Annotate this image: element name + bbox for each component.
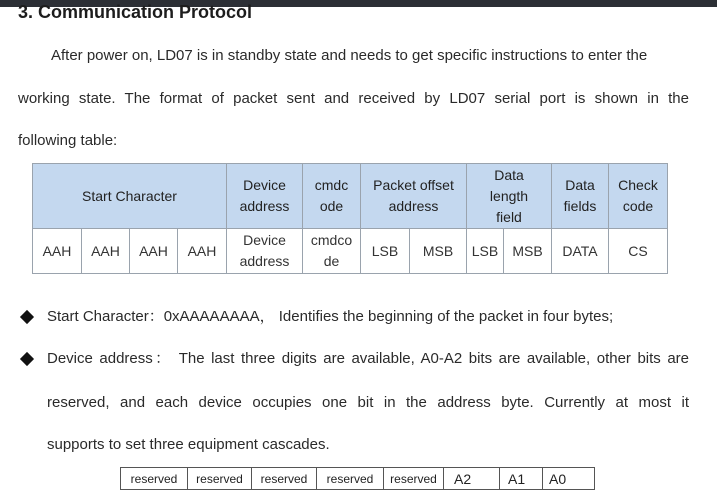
cell-length-msb: MSB [504,229,552,274]
cell-offset-msb: MSB [410,229,467,274]
cell-length-lsb: LSB [467,229,504,274]
header-check-code: Check code [609,164,668,229]
address-bits-row [121,468,595,490]
bit-cell-a1: A1 [500,468,543,490]
diamond-bullet-icon [20,310,34,324]
protocol-table [32,163,668,274]
bit-cell-a2: A2 [444,468,500,490]
bit-cell: reserved [252,468,317,490]
cell-data: DATA [552,229,609,274]
bullet-device-address-line-2: reserved, and each device occupies one bit in the address byte. Currently at most it [47,394,689,411]
bullet-device-address-line-1: Device address： The last three digits are available, A0-A2 bits are available, other bits are [47,350,689,367]
cell-aah: AAH [178,229,227,274]
bit-cell: reserved [188,468,252,490]
cell-aah: AAH [33,229,82,274]
header-cmd-code: cmdc ode [303,164,361,229]
address-bits-table [120,467,595,490]
protocol-value-row [33,229,668,274]
intro-paragraph-line-2: working state. The format of packet sent and received by LD07 serial port is shown in the [18,90,689,107]
cell-device-address: Device address [227,229,303,274]
bit-cell-a0: A0 [543,468,595,490]
cell-offset-lsb: LSB [361,229,410,274]
bit-cell: reserved [384,468,444,490]
bullet-device-address-line-3: supports to set three equipment cascades. [47,436,330,453]
protocol-header-row [33,164,668,229]
bit-cell: reserved [121,468,188,490]
cell-aah: AAH [82,229,130,274]
bullet-start-character: Start Character：0xAAAAAAAA， Identifies the beginning of the packet in four bytes; [47,308,614,325]
section-heading: 3. Communication Protocol [18,2,253,22]
cell-aah: AAH [130,229,178,274]
header-data-length: Data length field [467,164,552,229]
header-data-fields: Data fields [552,164,609,229]
header-packet-offset: Packet offset address [361,164,467,229]
cell-cmd-code: cmdco de [303,229,361,274]
bit-cell: reserved [317,468,384,490]
diamond-bullet-icon [20,352,34,366]
header-device-address: Device address [227,164,303,229]
header-start-character: Start Character [33,164,227,229]
cell-checksum: CS [609,229,668,274]
intro-paragraph-line-3: following table: [18,132,118,149]
intro-paragraph-line-1: After power on, LD07 is in standby state and needs to get specific instructions to enter the [51,47,648,64]
